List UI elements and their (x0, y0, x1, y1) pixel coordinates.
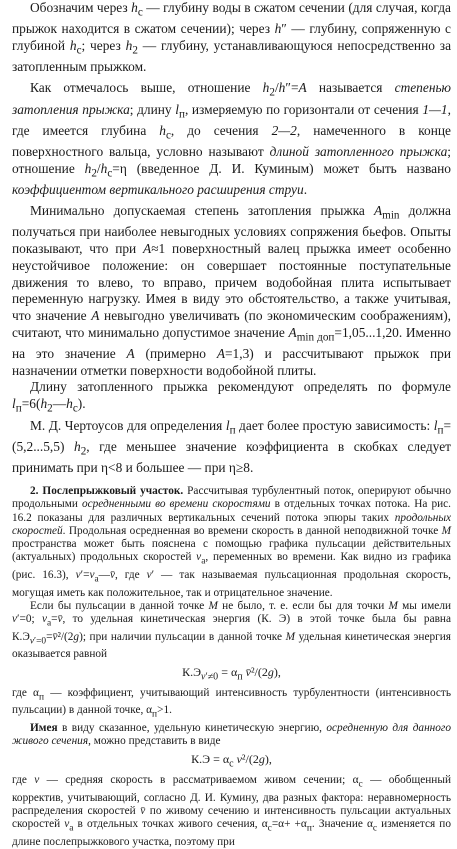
paragraph: где $\alpha_п$ — коэффициент, учитывающий интенсивность турбулентности (интенсивность пульсации) в данной точке, $\alpha_п>1$. (12, 686, 452, 720)
paragraph: Длину затопленного прыжка рекомендуют определять по формуле $l_п=6(h_2—h_с)$. (12, 379, 451, 415)
main-text (12, 0, 451, 477)
paragraph: где v — средняя скорость в рассматриваемом живом сечении; $\alpha_с$ — обобщенный корректив, учитывающий, согласно Д. И. Кумину, два разных фактора: неравномерность распределения скоростей v̄ по живому сечению и интенсивность пульсации актуальных скоростей $v_а$ в отдельных точках живого сечения, $\alpha_с=\alpha+ +\alpha_п$. Значение $\alpha_с$ изменяется по длине послепрыжкового участка, поэтому при (12, 774, 451, 848)
paragraph: Как отмечалось выше, отношение $h_2/h''=A$ называется степенью затопления прыжка; длину $l_п$, измеряемую по горизонтали от сечения 1—1, где имеется глубина $h_с$, до сечения 2—2, намеченного в конце поверхностного вальца, условно называют длиной затопленного прыжка; отношение $h_2/h_с=\eta$ (введенное Д. И. Куминым) может быть названо коэффициентом вертикального расширения струи. (12, 80, 452, 198)
paragraph: М. Д. Чертоусов для определения $l_п$ дает более простую зависимость: $l_п=(5,2...5,5)$ $h_2$, где меньшее значение коэффициента в скобках следует принимать при η<8 и большее — при η≥8. (12, 417, 451, 476)
formula: $К.Э = \alpha_с$ v²/(2g), (191, 751, 272, 769)
paragraph: Имея в виду сказанное, удельную кинетическую энергию, осредненную для данного живого сечения, можно представить в виде (12, 722, 451, 748)
section-heading: 2. Послепрыжковый участок. (30, 484, 184, 497)
paragraph: 2. Послепрыжковый участок. Рассчитывая турбулентный поток, оперируют обычно продольными осредненными во времени скоростями в отдельных точках потока. На рис. 16.2 показаны для различных вертикальных сечений потока эпюры таких продольных скоростей. Продольная осредненная во времени скорость в данной неподвижной точке M пространства может быть пояснена с помощью графика пульсации действительных (актуальных) продольных скоростей $v_а$, переменных во времени. Как видно из графика (рис. 16.3), $v'=v_а—v̄$, где v′ — так называемая пульсационная продольная скорость, могущая иметь как положительное, так и отрицательное значение. (12, 484, 451, 599)
paragraph: Минимально допускаемая степень затопления прыжка $A_{min}$ должна получаться при наиболее невыгодных условиях сопряжения бьефов. Опыты показывают, что при A≈1 поверхностный валец прыжка имеет особенно неустойчивое положение: он совершает постоянные поступательные движения то влево, то вправо, причем водобойная плита испытывает переменную нагрузку. Имея в виду это обстоятельство, а также учитывая, что значение A невыгодно увеличивать (по экономическим соображениям), считают, что минимально допустимое значение $A_{min доп}=1,05...1,20$. Именно на это значение A (примерно A=1,3) и рассчитывают прыжок при назначении отметки поверхности водобойной плиты. (12, 203, 452, 378)
section-text (12, 485, 451, 849)
paragraph: Обозначим через $h_с$ — глубину воды в сжатом сечении (для случая, когда прыжок находится в сжатом сечении); через h″ — глубину, сопряженную с глубиной $h_с$; через $h_2$ — глубину, устанавливающуюся непосредственно за затопленным прыжком. (12, 0, 452, 75)
paragraph: Если бы пульсации в данной точке M не было, т. е. если бы для точки M мы имели v′=0; $v_а=v̄$, то удельная кинетическая энергия (К. Э) в этой точке была бы равна $К.Э_{v'=0}=v̄^2/(2g)$; при наличии пульсации в данной точке M удельная кинетическая энергия оказывается равной (12, 599, 452, 661)
formula: $К.Э_{v'\ne 0} = \alpha_п$ v̄²/(2g), (182, 664, 281, 682)
